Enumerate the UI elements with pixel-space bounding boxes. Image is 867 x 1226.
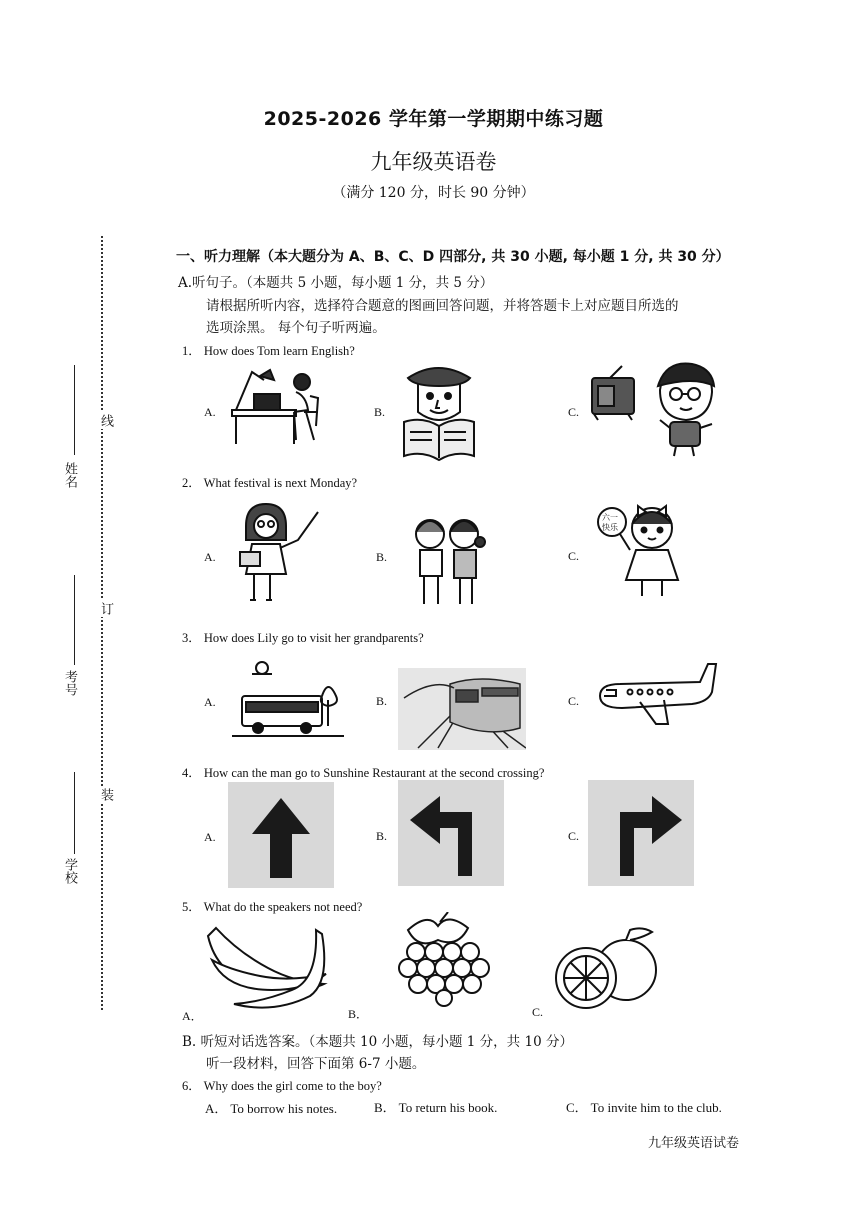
computer-study-picture: [226, 360, 330, 452]
q6-option-a: A． To borrow his notes.: [205, 1101, 338, 1116]
airplane-picture: [592, 662, 718, 728]
question-text: Why does the girl come to the boy?: [203, 1079, 382, 1093]
score-time-note: （满分 120 分，时长 90 分钟）: [332, 185, 535, 201]
question-text: How does Lily go to visit her grandparents?: [203, 631, 424, 645]
question-1: [182, 341, 355, 359]
orange-picture: [552, 926, 662, 1016]
option-label: C.: [568, 694, 580, 708]
partA-instruction-1: 请根据所听内容，选择符合题意的图画回答问题，并将答题卡上对应题目所选的: [206, 298, 679, 314]
turn-right-arrow-icon: [588, 780, 694, 886]
question-text: What do the speakers not need?: [203, 900, 363, 914]
page-title: 2025-2026 学年第一学期期中练习题: [263, 108, 604, 130]
seal-char: 装: [98, 788, 113, 801]
option-label: B.: [374, 405, 386, 419]
partB-instruction: 听一段材料，回答下面第 6-7 小题。: [206, 1056, 426, 1072]
page-footer: 九年级英语试卷: [648, 1136, 740, 1151]
option-label: A．: [182, 1009, 203, 1023]
grapes-picture: [388, 912, 494, 1008]
page-subtitle: 九年级英语卷: [370, 150, 497, 174]
exam-id-label: 考号: [62, 670, 77, 696]
q6-option-b: B． To return his book.: [374, 1100, 498, 1115]
bind-char: 订: [98, 602, 113, 615]
question-number: 4．: [182, 766, 201, 780]
question-6: [182, 1076, 382, 1094]
binding-dotted-line: [101, 236, 103, 1010]
reading-book-picture: [398, 362, 480, 462]
train-picture: [398, 668, 526, 750]
question-3: [182, 628, 424, 646]
name-label: 姓名: [62, 462, 77, 488]
question-number: 5．: [182, 900, 201, 914]
option-label: A.: [204, 550, 216, 564]
turn-left-arrow-icon: [398, 780, 504, 886]
question-number: 1．: [182, 344, 201, 358]
question-number: 2．: [182, 476, 201, 490]
sign-text: 六一: [602, 513, 618, 522]
exam-id-blank-line: [74, 575, 75, 665]
option-label: A.: [204, 830, 216, 844]
option-label: B．: [348, 1007, 369, 1021]
option-label: B.: [376, 550, 388, 564]
option-label: B.: [376, 829, 388, 843]
question-text: How can the man go to Sunshine Restaurant at the second crossing?: [203, 766, 545, 780]
school-label: 学校: [62, 858, 77, 884]
partB-heading: B. 听短对话选答案。（本题共 10 小题，每小题 1 分，共 10 分）: [182, 1034, 573, 1050]
option-label: C.: [568, 829, 580, 843]
teacher-pointer-picture: [230, 500, 322, 608]
sign-text-2: 快乐: [602, 523, 618, 532]
question-text: What festival is next Monday?: [203, 476, 358, 490]
question-text: How does Tom learn English?: [203, 344, 355, 358]
name-blank-line: [74, 365, 75, 455]
option-label: C.: [568, 549, 580, 563]
question-5: [182, 897, 362, 915]
school-blank-line: [74, 772, 75, 854]
option-label: C.: [532, 1005, 544, 1019]
line-char: 线: [98, 414, 113, 427]
option-label: A.: [204, 405, 216, 419]
childrens-day-girl-picture: [594, 498, 694, 606]
bananas-picture: [204, 920, 330, 1016]
question-number: 6．: [182, 1079, 201, 1093]
boy-girl-picture: [410, 512, 486, 608]
option-label: B.: [376, 694, 388, 708]
partA-instruction-2: 选项涂黑。 每个句子听两遍。: [206, 320, 386, 336]
option-label: A.: [204, 695, 216, 709]
question-2: [182, 473, 357, 491]
question-4: [182, 763, 544, 781]
option-label: C.: [568, 405, 580, 419]
straight-arrow-icon: [228, 782, 334, 888]
partA-heading: A.听句子。（本题共 5 小题，每小题 1 分，共 5 分）: [178, 275, 494, 291]
section1-heading: 一、听力理解（本大题分为 A、B、C、D 四部分, 共 30 小题, 每小题 1 分, 共 30 分）: [176, 249, 730, 265]
radio-boy-picture: [588, 360, 718, 462]
question-number: 3．: [182, 631, 201, 645]
q6-option-c: C． To invite him to the club.: [566, 1100, 722, 1115]
bus-picture: [232, 656, 346, 740]
